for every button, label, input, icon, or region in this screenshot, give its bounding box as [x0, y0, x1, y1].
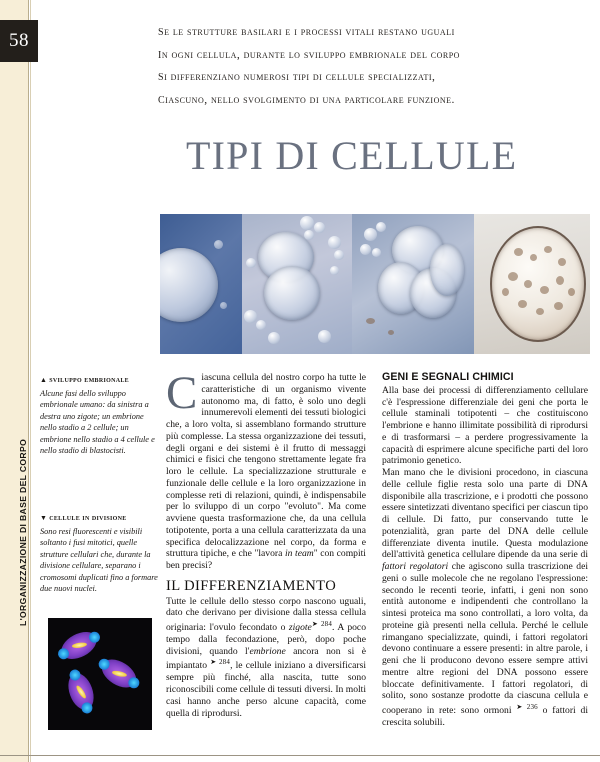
body-column-left — [166, 367, 366, 719]
fluorescence-micrograph — [48, 618, 152, 730]
caption-heading — [40, 374, 158, 386]
cross-reference-284: ➤ 284 — [210, 658, 231, 667]
caption-body: Sono resi fluorescenti e visibili soltanto i fusi mitotici, quelle strutture cellulari che, durante la divisione cellulare, separano i cromosomi duplicati fino a formare due nuovi nuclei. — [40, 527, 158, 594]
para-text: che agiscono sulla trascrizione dei geni o sulle molecole che ne regolano l'espressione: secondo le recenti teorie, infatti, i geni non sono entità autonome e indipendenti che controllano la sintesi proteica ma sono controllati, a loro volta, da proteine già presenti nella cellula. Perché le cellule rimangano specializzate, quindi, i fattori regolatori devono continuare a essere presenti: in altre parole, i geni che li producono devono essere sempre attivi mentre altre regioni del DNA possono essere bloccate definitivamente. I fattori regolatori, di solito, sono sostanze prodotte da ciascuna cellula e cooperano in rete: sono ormoni — [382, 561, 588, 717]
para-text: Tutte le cellule dello stesso corpo nascono uguali, dato che derivano per divisione dalla stessa cellula originaria: l'ovulo fecondato o — [166, 595, 366, 634]
cross-reference-236: ➤ 236 — [516, 703, 538, 711]
standfirst-line: ciascuno, nello svolgimento di una particolare funzione. — [158, 90, 455, 106]
embryo-photo-strip — [160, 214, 590, 354]
para-text: o fattori di crescita solubili. — [382, 705, 588, 728]
para-text: . A poco tempo dalla fecondazione, però, dopo poche divisioni, quando l' — [166, 622, 366, 657]
para-text: , le cellule iniziano a diversificarsi sempre più finché, alla nascita, tutte sono riconoscibili come cellule di tessuti diversi. In molti casi hanno anche perso alcune capacità, come quella di riprodursi. — [166, 660, 366, 719]
section-heading-geni-segnali: GENI E SEGNALI CHIMICI — [382, 371, 514, 383]
caption-title: cellule in divisione — [49, 513, 127, 522]
term-embrione: embrione — [249, 645, 286, 657]
paragraph-geni-b — [382, 467, 588, 729]
drop-cap: C — [166, 367, 198, 419]
micrograph-embrione-2-cellule — [242, 214, 352, 354]
body-column-right — [382, 372, 588, 729]
caption-heading — [40, 512, 158, 524]
page-number-tab — [0, 20, 38, 62]
standfirst-line: in ogni cellula, durante lo sviluppo embrionale del corpo — [158, 45, 460, 61]
caption-title: sviluppo embrionale — [49, 375, 129, 384]
standfirst-line: se le strutture basilari e i processi vitali restano uguali — [158, 23, 455, 38]
micrograph-embrione-4-cellule — [352, 214, 474, 354]
section-heading-differenziamento: IL DIFFERENZIAMENTO — [166, 577, 337, 594]
page-bottom-rule — [0, 755, 600, 756]
para-text: Man mano che le divisioni procedono, in ciascuna delle cellule figlie resta solo una parte di DNA disponibile alla trascrizione, e i prodotti che possono essere sintetizzati diventano specifici per ciascun tipo di cellule. Di fatto, pur conservando tutte le potenzialità, gran parte del DNA delle cellule differenziate diventa inutile. Questa modulazione dell'attività genetica cellulare dipende da una serie di — [382, 467, 588, 561]
paragraph-intro — [166, 367, 366, 572]
standfirst-intro — [158, 20, 588, 110]
standfirst-line: si differenziano numerosi tipi di cellule specializzati, — [158, 68, 436, 83]
intro-text: iascuna cellula del nostro corpo ha tutte le caratteristiche di un organismo vivente autonomo ma, di fatto, è solo uno degli innumerevoli elementi dei tessuti biologici che, a loro volta, si assemblano formando strutture più complesse. La stessa organizzazione dei tessuti, degli organi e dei sistemi è il frutto di messaggi chimici e fisici che tengono strettamente legate fra loro le cellule. La specializzazione strutturale e funzionale delle cellule e la loro organizzazione in complesse reti di relazioni, quindi, è indispensabile per lo sviluppo di un corpo "evoluto". Ma come avviene questa trasformazione che, da una cellula totipotente, porta a una cellula caratterizzata da una specifica delocalizzazione nel corpo, da forma e struttura tipiche, e che "lavora — [166, 372, 366, 560]
intro-italic: in team — [284, 548, 314, 560]
page-title: TIPI DI CELLULE — [186, 133, 518, 178]
micrograph-blastocisti — [474, 214, 590, 354]
triangle-down-icon: ▼ — [40, 514, 48, 522]
term-fattori-regolatori: fattori regolatori — [382, 561, 449, 572]
term-zigote: zigote — [288, 622, 312, 634]
triangle-up-icon: ▲ — [40, 376, 48, 384]
caption-sviluppo-embrionale — [40, 374, 158, 456]
intro-tail: " con compiti ben precisi? — [166, 548, 366, 571]
caption-cellule-in-divisione — [40, 512, 158, 594]
paragraph-differenziamento — [166, 596, 366, 720]
para-text: ancora non si è impiantato — [166, 645, 366, 672]
caption-body: Alcune fasi dello sviluppo embrionale umano: da sinistra a destra uno zigote; un embrione nello stadio a 2 cellule; un embrione nello stadio a 4 cellule e nello stadio di blastocisti. — [40, 389, 155, 456]
running-head-vertical: L'ORGANIZZAZIONE DI BASE DEL CORPO — [18, 438, 28, 626]
micrograph-zigote — [160, 214, 242, 354]
cross-reference-284: ➤ 284 — [311, 620, 333, 628]
paragraph-geni-a: Alla base dei processi di differenziamento cellulare c'è l'espressione differenziale dei geni che porta le cellule staminali totipotenti – che costituiscono l'embrione e hanno illimitate possibilità di riprodursi e di trasformarsi – a perdere progressivamente la capacità di esprimere alcune specifiche parti del loro patrimonio genetico. — [382, 384, 588, 467]
page-number: 58 — [9, 30, 29, 51]
